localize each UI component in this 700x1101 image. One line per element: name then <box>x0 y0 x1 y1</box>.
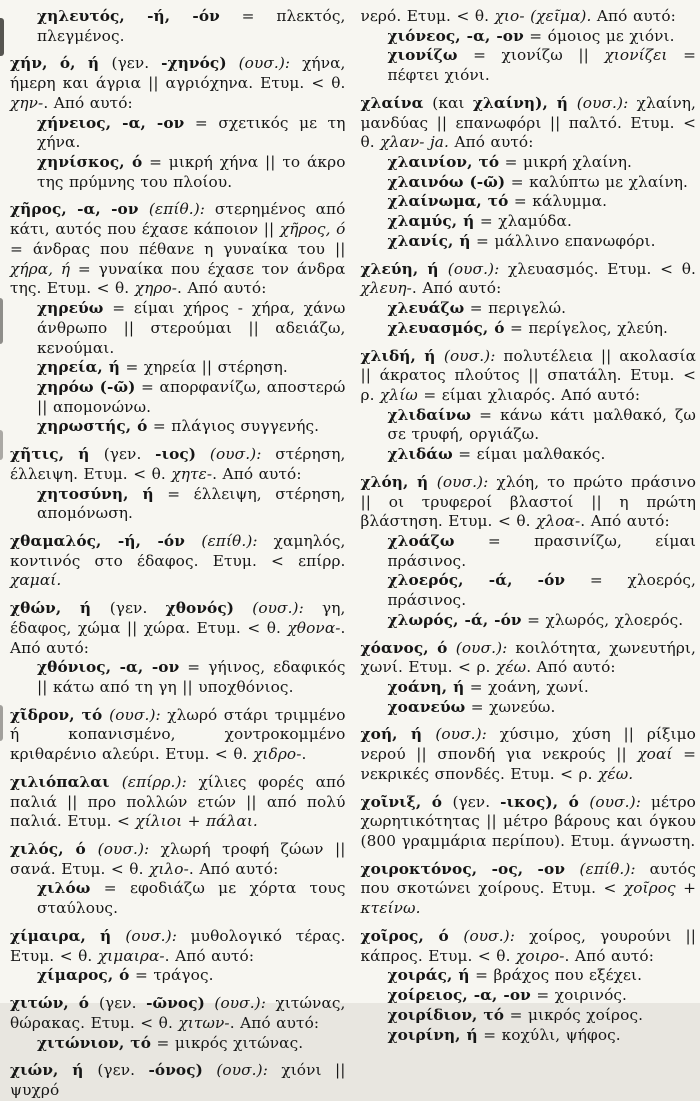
sub-entry <box>37 299 346 358</box>
headword-text: -όνος) <box>148 1061 203 1080</box>
dictionary-entry <box>361 860 697 919</box>
definition-text: = χλωρός, χλοερός. <box>521 610 684 629</box>
italic-text: χέω. <box>598 764 634 783</box>
headword-text: χιόνεος, -α, -ον <box>387 26 524 45</box>
definition-text: = καλύπτω με χλαίνη. <box>505 172 688 191</box>
italic-text: χλαν- ja. <box>380 133 449 152</box>
definition-text: = είμαι χλιαρός. Από αυτό: <box>417 385 641 404</box>
headword-text: χῆτις, ή <box>10 445 104 464</box>
italic-text: (επίθ.): <box>148 200 206 219</box>
dictionary-entry <box>361 7 697 27</box>
scan-artifact <box>0 430 3 460</box>
headword-text: χλαίνα <box>360 93 433 112</box>
dictionary-entry <box>361 473 697 532</box>
italic-text: χῆρος, ό <box>279 220 346 239</box>
definition-text: = χλοερός, πράσινος. <box>387 571 697 610</box>
definition-text: νερό. Ετυμ. < θ. <box>360 7 495 25</box>
italic-text: (ουσ.): <box>443 346 496 365</box>
italic-text: (ουσ.): <box>252 599 304 618</box>
definition-text: χύσιμο, χύση || ρίξιμο νερού || σπονδή για νεκρούς || <box>360 725 696 764</box>
definition-text: = έλλειψη, στέρηση, απομόνωση. <box>37 484 346 523</box>
italic-text: χητε- <box>171 464 213 483</box>
definition-text: χλωρό στάρι τριμμένο ή κοπανισμένο, χοντροκομμένο κριθαρένιο αλεύρι. Ετυμ. < θ. <box>10 705 346 764</box>
sub-entry <box>388 173 697 193</box>
definition-text: = μάλλινο επανωφόρι. <box>470 231 656 250</box>
definition-text <box>234 599 252 617</box>
headword-text: χλευάζω <box>387 299 465 318</box>
headword-text: χθόνιος, -α, -ον <box>37 658 180 677</box>
italic-text: (ουσ.): <box>109 705 161 724</box>
italic-text: χοαί <box>637 745 673 764</box>
definition-text: = σχετικός με τη χήνα. <box>37 113 346 152</box>
sub-entry <box>37 485 346 524</box>
sub-entry <box>388 319 697 339</box>
headword-text: χόανος, ό <box>360 638 456 657</box>
italic-text: (ουσ.): <box>238 54 291 73</box>
definition-text: = πέφτει χιόνι. <box>387 46 696 85</box>
two-column-text <box>10 7 697 1099</box>
definition-text: = χοιρινός. <box>530 986 628 1005</box>
italic-text: χιμαιρα- <box>97 946 165 965</box>
headword-text: χλόη, ή <box>360 472 437 491</box>
sub-entry <box>37 658 346 697</box>
scan-artifact <box>0 298 3 344</box>
scan-artifact <box>0 705 3 741</box>
sub-entry <box>388 46 697 85</box>
definition-text: = μικρή χλαίνη. <box>499 153 632 172</box>
headword-text: χήν, ό, ή <box>10 54 112 73</box>
dictionary-entry <box>10 54 346 113</box>
headword-text: χλιδή, ή <box>360 346 444 365</box>
headword-text: χηνίσκος, ό <box>37 153 143 172</box>
definition-text: = μικρός χοίρος. <box>504 1005 644 1024</box>
headword-text: χλαινίον, τό <box>387 153 500 172</box>
definition-text: μυθολογικό τέρας. Ετυμ. < θ. <box>10 926 346 965</box>
italic-text: χίλιοι + πάλαι. <box>135 812 258 831</box>
headword-text: χλαμύς, ή <box>387 212 475 231</box>
definition-text: = εφοδιάζω με χόρτα τους σταύλους. <box>37 879 346 918</box>
definition-text: . Από αυτό: <box>526 658 616 677</box>
italic-text: χοῖρος + κτείνω. <box>360 879 696 918</box>
headword-text: χῆρος, -α, -ον <box>10 200 149 219</box>
dictionary-entry <box>10 927 346 966</box>
italic-text: (ουσ.): <box>125 926 177 945</box>
sub-entry <box>388 611 697 631</box>
definition-text: = γήινος, εδαφικός || κάτω από τη γη || υποχθόνιος. <box>37 658 346 696</box>
headword-text: χλοάζω <box>387 531 455 550</box>
definition-text: . Από αυτό: <box>229 1013 320 1032</box>
headword-text: χιών, ή <box>10 1061 98 1080</box>
headword-text: χλαίνη), ή <box>472 93 577 112</box>
definition-text: χαμηλός, κοντινός στο έδαφος. Ετυμ. < επίρρ. <box>10 531 346 570</box>
dictionary-entry <box>10 445 346 484</box>
scan-artifact <box>0 18 4 56</box>
italic-text: χοιρο- <box>516 946 565 965</box>
headword-text: χοῖρος, ό <box>360 926 464 945</box>
definition-text <box>196 445 210 463</box>
headword-text: -ικος), ό <box>500 792 590 811</box>
definition-text: (γεν. <box>111 54 162 73</box>
definition-text: = τράγος. <box>129 966 214 985</box>
headword-text: χλεύη, ή <box>360 259 448 278</box>
italic-text: (ουσ.): <box>455 638 508 657</box>
headword-text: χοιράς, ή <box>387 966 470 985</box>
definition-text <box>203 1061 216 1079</box>
sub-entry <box>37 114 346 153</box>
definition-text: . Από αυτό: <box>10 618 346 657</box>
dictionary-entry <box>361 793 697 852</box>
sub-entry <box>388 445 697 465</box>
headword-text: χίμαρος, ό <box>37 966 130 985</box>
headword-text: χοιρίδιον, τό <box>387 1005 505 1024</box>
headword-text: χοάνη, ή <box>387 678 465 696</box>
definition-text <box>227 54 239 72</box>
definition-text: . Από αυτό: <box>43 93 133 112</box>
definition-text: (και <box>432 93 473 112</box>
italic-text: (επίρρ.): <box>121 772 187 791</box>
headword-text: χηλευτός, -ή, -όν <box>37 7 220 25</box>
headword-text: χηρεία, ή <box>37 358 121 377</box>
sub-entry <box>388 571 697 610</box>
headword-text: χθαμαλός, -ή, -όν <box>10 531 202 550</box>
definition-text: . Από αυτό: <box>177 279 267 298</box>
definition-text: . Από αυτό: <box>411 279 502 298</box>
headword-text: χλευασμός, ό <box>387 318 505 337</box>
sub-entry <box>388 678 697 698</box>
dictionary-entry <box>361 725 697 784</box>
definition-text: = νεκρικές σπονδές. Ετυμ. < ρ. <box>360 745 696 783</box>
definition-text: (γεν. <box>97 1061 149 1080</box>
definition-text: κοιλότητα, χωνευτήρι, χωνί. Ετυμ. < ρ. <box>360 638 696 677</box>
dictionary-entry <box>361 639 697 678</box>
dictionary-entry <box>10 706 346 765</box>
headword-text: χοῖνιξ, ό <box>360 792 453 811</box>
italic-text: χιονίζει <box>604 46 668 65</box>
definition-text: . Από αυτό: <box>164 946 255 965</box>
headword-text: χλαίνωμα, τό <box>387 192 509 211</box>
italic-text: (επίθ.): <box>201 531 258 550</box>
italic-text: χιδρο- <box>253 745 302 764</box>
dictionary-entry <box>10 599 346 658</box>
definition-text: (γεν. <box>452 792 501 811</box>
headword-text: χῖδρον, τό <box>10 705 110 724</box>
headword-text: χήνειος, -α, -ον <box>37 113 185 132</box>
sub-entry <box>388 1006 697 1026</box>
definition-text: αυτός που σκοτώνει χοίρους. Ετυμ. < <box>360 859 696 898</box>
sub-entry <box>388 1026 697 1046</box>
sub-entry <box>388 698 697 718</box>
italic-text: χην- <box>10 93 44 112</box>
definition-text: = χιονίζω || <box>457 46 605 65</box>
definition-text: = απορφανίζω, αποστερώ || απομονώνω. <box>37 377 346 416</box>
sub-entry <box>37 1034 346 1054</box>
headword-text: χθών, ή <box>10 599 110 618</box>
italic-text: χιτων- <box>178 1013 230 1032</box>
headword-text: χιλιόπαλαι <box>10 772 122 791</box>
definition-text: πολυτέλεια || ακολασία || άκρατος πλούτος || σπατάλη. Ετυμ. < ρ. <box>360 346 696 404</box>
dictionary-entry <box>10 840 346 879</box>
headword-text: χοή, ή <box>360 725 436 744</box>
headword-text: χηρωστής, ό <box>37 417 148 436</box>
italic-text: (ουσ.): <box>214 994 267 1013</box>
definition-text: . Από αυτό: <box>212 464 302 483</box>
headword-text: χλαινόω (-ῶ) <box>387 172 506 191</box>
sub-entry <box>388 232 697 252</box>
headword-text: χλιδαίνω <box>387 405 472 424</box>
headword-text: χηρόω (-ῶ) <box>37 377 136 396</box>
definition-text <box>205 994 214 1012</box>
italic-text: (ουσ.): <box>209 445 262 464</box>
sub-entry <box>388 299 697 319</box>
definition-text: χλευασμός. Ετυμ. < θ. <box>499 259 697 278</box>
headword-text: χοιρίνη, ή <box>387 1025 478 1044</box>
dictionary-entry <box>10 200 346 299</box>
definition-text: (γεν. <box>103 445 156 464</box>
italic-text: χιο- (χεῖμα). <box>494 7 592 25</box>
definition-text: = είμαι μαλθακός. <box>452 445 606 464</box>
definition-text: = περίγελος, χλεύη. <box>504 318 669 337</box>
headword-text: χθονός) <box>165 599 235 618</box>
italic-text: χέω <box>495 658 527 677</box>
italic-text: χαμαί. <box>10 571 62 590</box>
definition-text: χλωρή τροφή ζώων || σανά. Ετυμ. < θ. <box>10 840 346 878</box>
italic-text: (ουσ.): <box>97 840 150 859</box>
dictionary-entry <box>10 773 346 832</box>
definition-text: = άνδρας που πέθανε η γυναίκα του || <box>10 239 346 258</box>
italic-text: (ουσ.): <box>463 926 516 945</box>
definition-text: χλαίνη, μανδύας || επανωφόρι || παλτό. Ετυμ. < θ. <box>360 93 696 152</box>
headword-text: χηρεύω <box>37 299 104 318</box>
definition-text: = χηρεία || στέρηση. <box>120 358 288 377</box>
definition-text: χήνα, ήμερη και άγρια || αγριόχηνα. Ετυμ. < θ. <box>10 54 346 93</box>
definition-text: = γυναίκα που έχασε τον άνδρα της. Ετυμ. < θ. <box>10 259 346 298</box>
dictionary-entry <box>361 347 697 406</box>
headword-text: -χηνός) <box>161 54 227 73</box>
definition-text: = κοχύλι, ψήφος. <box>477 1025 621 1044</box>
sub-entry <box>37 378 346 417</box>
italic-text: χθονα- <box>287 618 341 637</box>
definition-text: . Από αυτό: <box>580 512 670 531</box>
definition-text: = πλεκτός, πλεγμένος. <box>37 7 346 45</box>
headword-text: χίμαιρα, ή <box>10 926 126 945</box>
definition-text: = είμαι χήρος - χήρα, χάνω άνθρωπο || στερούμαι || αδειάζω, κενούμαι. <box>37 299 346 357</box>
definition-text: . Από αυτό: <box>564 946 654 965</box>
definition-text: χιτώνας, θώρακας. Ετυμ. < θ. <box>10 994 346 1032</box>
italic-text: (ουσ.): <box>589 792 641 811</box>
headword-text: χιλόω <box>37 879 91 898</box>
headword-text: χλωρός, -ά, -όν <box>387 610 522 629</box>
definition-text: = πρασινίζω, είμαι πράσινος. <box>387 531 696 570</box>
definition-text: Από αυτό: <box>448 133 534 152</box>
italic-text: χηρο- <box>134 279 178 298</box>
headword-text: χλανίς, ή <box>387 231 471 250</box>
sub-entry <box>388 27 697 47</box>
italic-text: (ουσ.): <box>576 93 629 112</box>
italic-text: χήρα, ή <box>10 259 71 278</box>
definition-text: = χλαμύδα. <box>474 212 572 231</box>
definition-text: = κάνω κάτι μαλθακό, ζω σε τρυφή, οργιάζω. <box>387 405 696 444</box>
left-column <box>10 7 346 1099</box>
headword-text: χοίρειος, -α, -ον <box>387 986 531 1005</box>
definition-text: χιόνι || ψυχρό <box>10 1061 346 1099</box>
headword-text: χιτών, ό <box>10 994 99 1013</box>
headword-text: -ῶνος) <box>146 994 205 1013</box>
sub-entry <box>37 7 346 46</box>
sub-entry <box>37 417 346 437</box>
headword-text: χοιροκτόνος, -ος, -ον <box>360 859 580 878</box>
italic-text: (ουσ.): <box>216 1061 268 1080</box>
right-column <box>360 7 697 1044</box>
definition-text: = μικρός χιτώνας. <box>151 1033 304 1052</box>
definition-text: = χοάνη, χωνί. <box>464 678 589 696</box>
sub-entry <box>388 986 697 1006</box>
italic-text: (ουσ.): <box>447 259 500 278</box>
definition-text: μέτρο χωρητικότητας || μέτρο βάρους και όγκου (800 γραμμάρια περίπου). Ετυμ. άγνωστη. <box>360 792 696 851</box>
headword-text: χιτώνιον, τό <box>37 1033 151 1052</box>
definition-text: = χωνεύω. <box>465 697 556 716</box>
definition-text: γη, έδαφος, χώμα || χώρα. Ετυμ. < θ. <box>10 599 346 637</box>
sub-entry <box>388 212 697 232</box>
sub-entry <box>37 153 346 192</box>
definition-text: στέρηση, έλλειψη. Ετυμ. < θ. <box>10 445 346 483</box>
dictionary-entry <box>10 532 346 591</box>
headword-text: χλοερός, -ά, -όν <box>387 571 566 590</box>
sub-entry <box>37 879 346 918</box>
sub-entry <box>37 966 346 986</box>
sub-entry <box>37 358 346 378</box>
dictionary-entry <box>361 260 697 299</box>
sub-entry <box>388 153 697 173</box>
definition-text: Από αυτό: <box>591 7 676 25</box>
italic-text: (ουσ.): <box>436 472 489 491</box>
dictionary-entry <box>361 927 697 966</box>
dictionary-entry <box>361 94 697 153</box>
definition-text: . Από αυτό: <box>188 859 279 878</box>
headword-text: χοανεύω <box>387 697 466 716</box>
definition-text: στερημένος από κάτι, αυτός που έχασε κάποιον || <box>10 200 346 239</box>
headword-text: χλιδάω <box>387 445 453 464</box>
definition-text: = μικρή χήνα || το άκρο της πρύμνης του πλοίου. <box>37 153 346 191</box>
italic-text: (ουσ.): <box>435 725 487 744</box>
definition-text: = πλάγιος συγγενής. <box>147 417 320 436</box>
definition-text: = κάλυμμα. <box>508 192 608 211</box>
italic-text: χλίω <box>380 385 418 404</box>
headword-text: -ιος) <box>155 445 197 464</box>
definition-text: χλόη, το πρώτο πράσινο || οι τρυφεροί βλαστοί || η πρώτη βλάστηση. Ετυμ. < θ. <box>360 472 697 531</box>
definition-text: (γεν. <box>109 599 166 618</box>
definition-text: χίλιες φορές από παλιά || προ πολλών ετών || από πολύ παλιά. Ετυμ. < <box>10 772 346 831</box>
definition-text: . <box>301 745 307 764</box>
sub-entry <box>388 192 697 212</box>
sub-entry <box>388 532 697 571</box>
definition-text: χοίρος, γουρούνι || κάπρος. Ετυμ. < θ. <box>360 926 697 965</box>
sub-entry <box>388 966 697 986</box>
dictionary-entry <box>10 1061 346 1100</box>
headword-text: χητοσύνη, ή <box>37 484 154 503</box>
headword-text: χιονίζω <box>387 46 458 65</box>
sub-entry <box>388 406 697 445</box>
definition-text: = βράχος που εξέχει. <box>469 966 643 985</box>
headword-text: χιλός, ό <box>10 840 98 859</box>
italic-text: χλοα- <box>536 512 581 531</box>
italic-text: χιλο- <box>149 859 189 878</box>
italic-text: (επίθ.): <box>579 859 636 878</box>
definition-text: (γεν. <box>98 994 147 1013</box>
definition-text: = όμοιος με χιόνι. <box>523 26 675 45</box>
italic-text: χλευη- <box>360 279 412 298</box>
definition-text: = περιγελώ. <box>464 299 567 318</box>
dictionary-entry <box>10 994 346 1033</box>
